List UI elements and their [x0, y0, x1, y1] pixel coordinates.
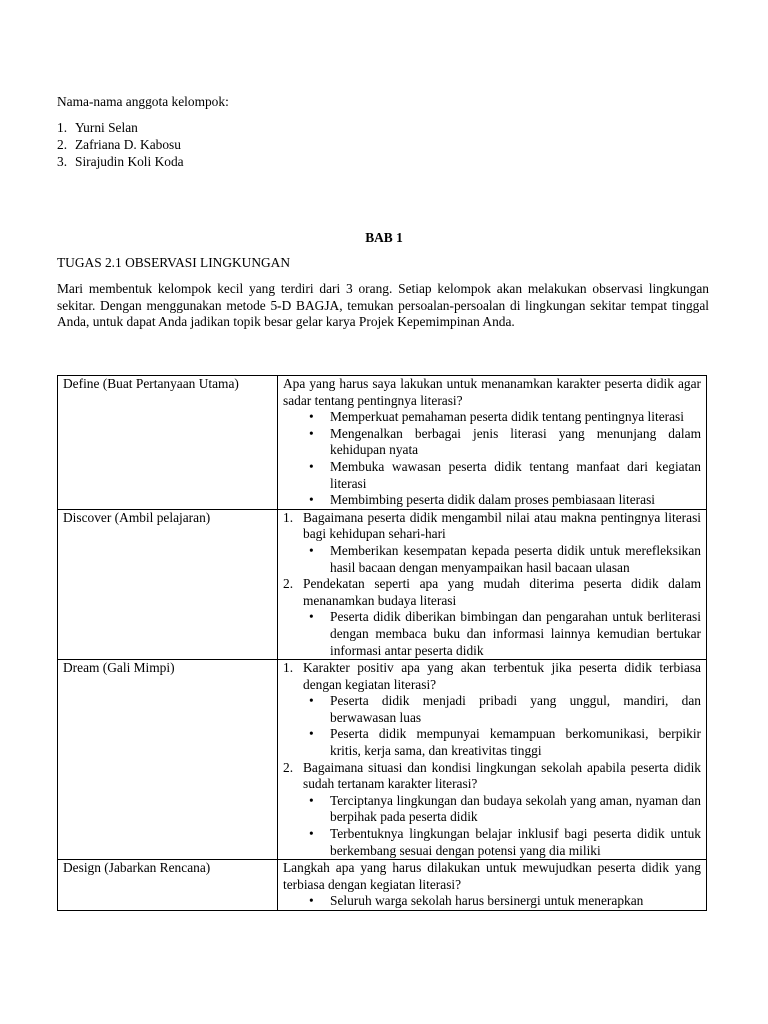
table-row-dream: [58, 660, 707, 860]
bullet-item: • Membimbing peserta didik dalam proses pembiasaan literasi: [283, 492, 701, 509]
members-title: Nama-nama anggota kelompok:: [57, 94, 229, 109]
bullet-item: • Memberikan kesempatan kepada peserta didik untuk merefleksikan hasil bacaan dengan menyampaikan hasil bacaan ulasan: [283, 543, 701, 576]
table-row-discover: [58, 509, 707, 659]
member-name: Sirajudin Koli Koda: [75, 154, 184, 169]
member-name: Yurni Selan: [75, 120, 138, 135]
table-row-define: [58, 376, 707, 510]
bullet-list: [283, 409, 701, 509]
bullet-list: [283, 693, 701, 759]
bullet-item: • Memperkuat pemahaman peserta didik tentang pentingnya literasi: [283, 409, 701, 426]
bullet-item: • Membuka wawasan peserta didik tentang manfaat dari kegiatan literasi: [283, 459, 701, 492]
bullet-list: [283, 609, 701, 659]
main-question: Langkah apa yang harus dilakukan untuk mewujudkan peserta didik yang terbiasa dengan kegiatan literasi?: [283, 860, 701, 892]
chapter-heading: BAB 1: [365, 230, 403, 245]
stage-content-design: [278, 860, 707, 911]
list-item: 2. Zafriana D. Kabosu: [57, 137, 181, 152]
bullet-item: • Mengenalkan berbagai jenis literasi yang menunjang dalam kehidupan nyata: [283, 426, 701, 459]
list-item: 3. Sirajudin Koli Koda: [57, 154, 184, 169]
bagja-table: [57, 375, 707, 911]
stage-label-discover: Discover (Ambil pelajaran): [58, 509, 278, 659]
intro-paragraph: Mari membentuk kelompok kecil yang terdiri dari 3 orang. Setiap kelompok akan melakukan observasi lingkungan sekitar. Dengan menggunakan metode 5-D BAGJA, temukan persoalan-persoalan di lingkungan sekitar tempat tinggal Anda, untuk dapat Anda jadikan topik besar gelar karya Projek Kepemimpinan Anda.: [57, 281, 709, 330]
bullet-list: [283, 793, 701, 859]
stage-content-discover: [278, 509, 707, 659]
stage-label-dream: Dream (Gali Mimpi): [58, 660, 278, 860]
task-title: TUGAS 2.1 OBSERVASI LINGKUNGAN: [57, 255, 291, 270]
table-row-design: [58, 860, 707, 911]
stage-label-design: Design (Jabarkan Rencana): [58, 860, 278, 911]
bullet-item: • Terciptanya lingkungan dan budaya sekolah yang aman, nyaman dan berpihak pada peserta didik: [283, 793, 701, 826]
bullet-list: [283, 543, 701, 576]
member-name: Zafriana D. Kabosu: [75, 137, 181, 152]
numbered-question: 1. Bagaimana peserta didik mengambil nilai atau makna pentingnya literasi bagi kehidupan sehari-hari: [283, 509, 701, 542]
bullet-item: • Peserta didik diberikan bimbingan dan pengarahan untuk berliterasi dengan membaca buku dan informasi lainnya kemudian bertukar informasi antar peserta didik: [283, 609, 701, 659]
stage-label-define: Define (Buat Pertanyaan Utama): [58, 376, 278, 510]
numbered-question: 2. Pendekatan seperti apa yang mudah diterima peserta didik dalam menanamkan budaya literasi: [283, 576, 701, 608]
bullet-item: • Seluruh warga sekolah harus bersinergi untuk menerapkan: [283, 893, 701, 910]
stage-content-dream: [278, 660, 707, 860]
main-question: Apa yang harus saya lakukan untuk menanamkan karakter peserta didik agar sadar tentang pentingnya literasi?: [283, 376, 701, 408]
members-list: [57, 120, 184, 171]
bullet-item: • Peserta didik mempunyai kemampuan berkomunikasi, berpikir kritis, kerja sama, dan kreativitas tinggi: [283, 726, 701, 759]
list-item: 1. Yurni Selan: [57, 120, 138, 135]
stage-content-define: [278, 376, 707, 510]
bullet-item: • Terbentuknya lingkungan belajar inklusif bagi peserta didik untuk berkembang sesuai dengan potensi yang dia miliki: [283, 826, 701, 859]
bullet-item: • Peserta didik menjadi pribadi yang unggul, mandiri, dan berwawasan luas: [283, 693, 701, 726]
bullet-list: [283, 893, 701, 910]
numbered-question: 1. Karakter positiv apa yang akan terbentuk jika peserta didik terbiasa dengan kegiatan literasi?: [283, 660, 701, 692]
numbered-question: 2. Bagaimana situasi dan kondisi lingkungan sekolah apabila peserta didik sudah tertanam karakter literasi?: [283, 759, 701, 792]
